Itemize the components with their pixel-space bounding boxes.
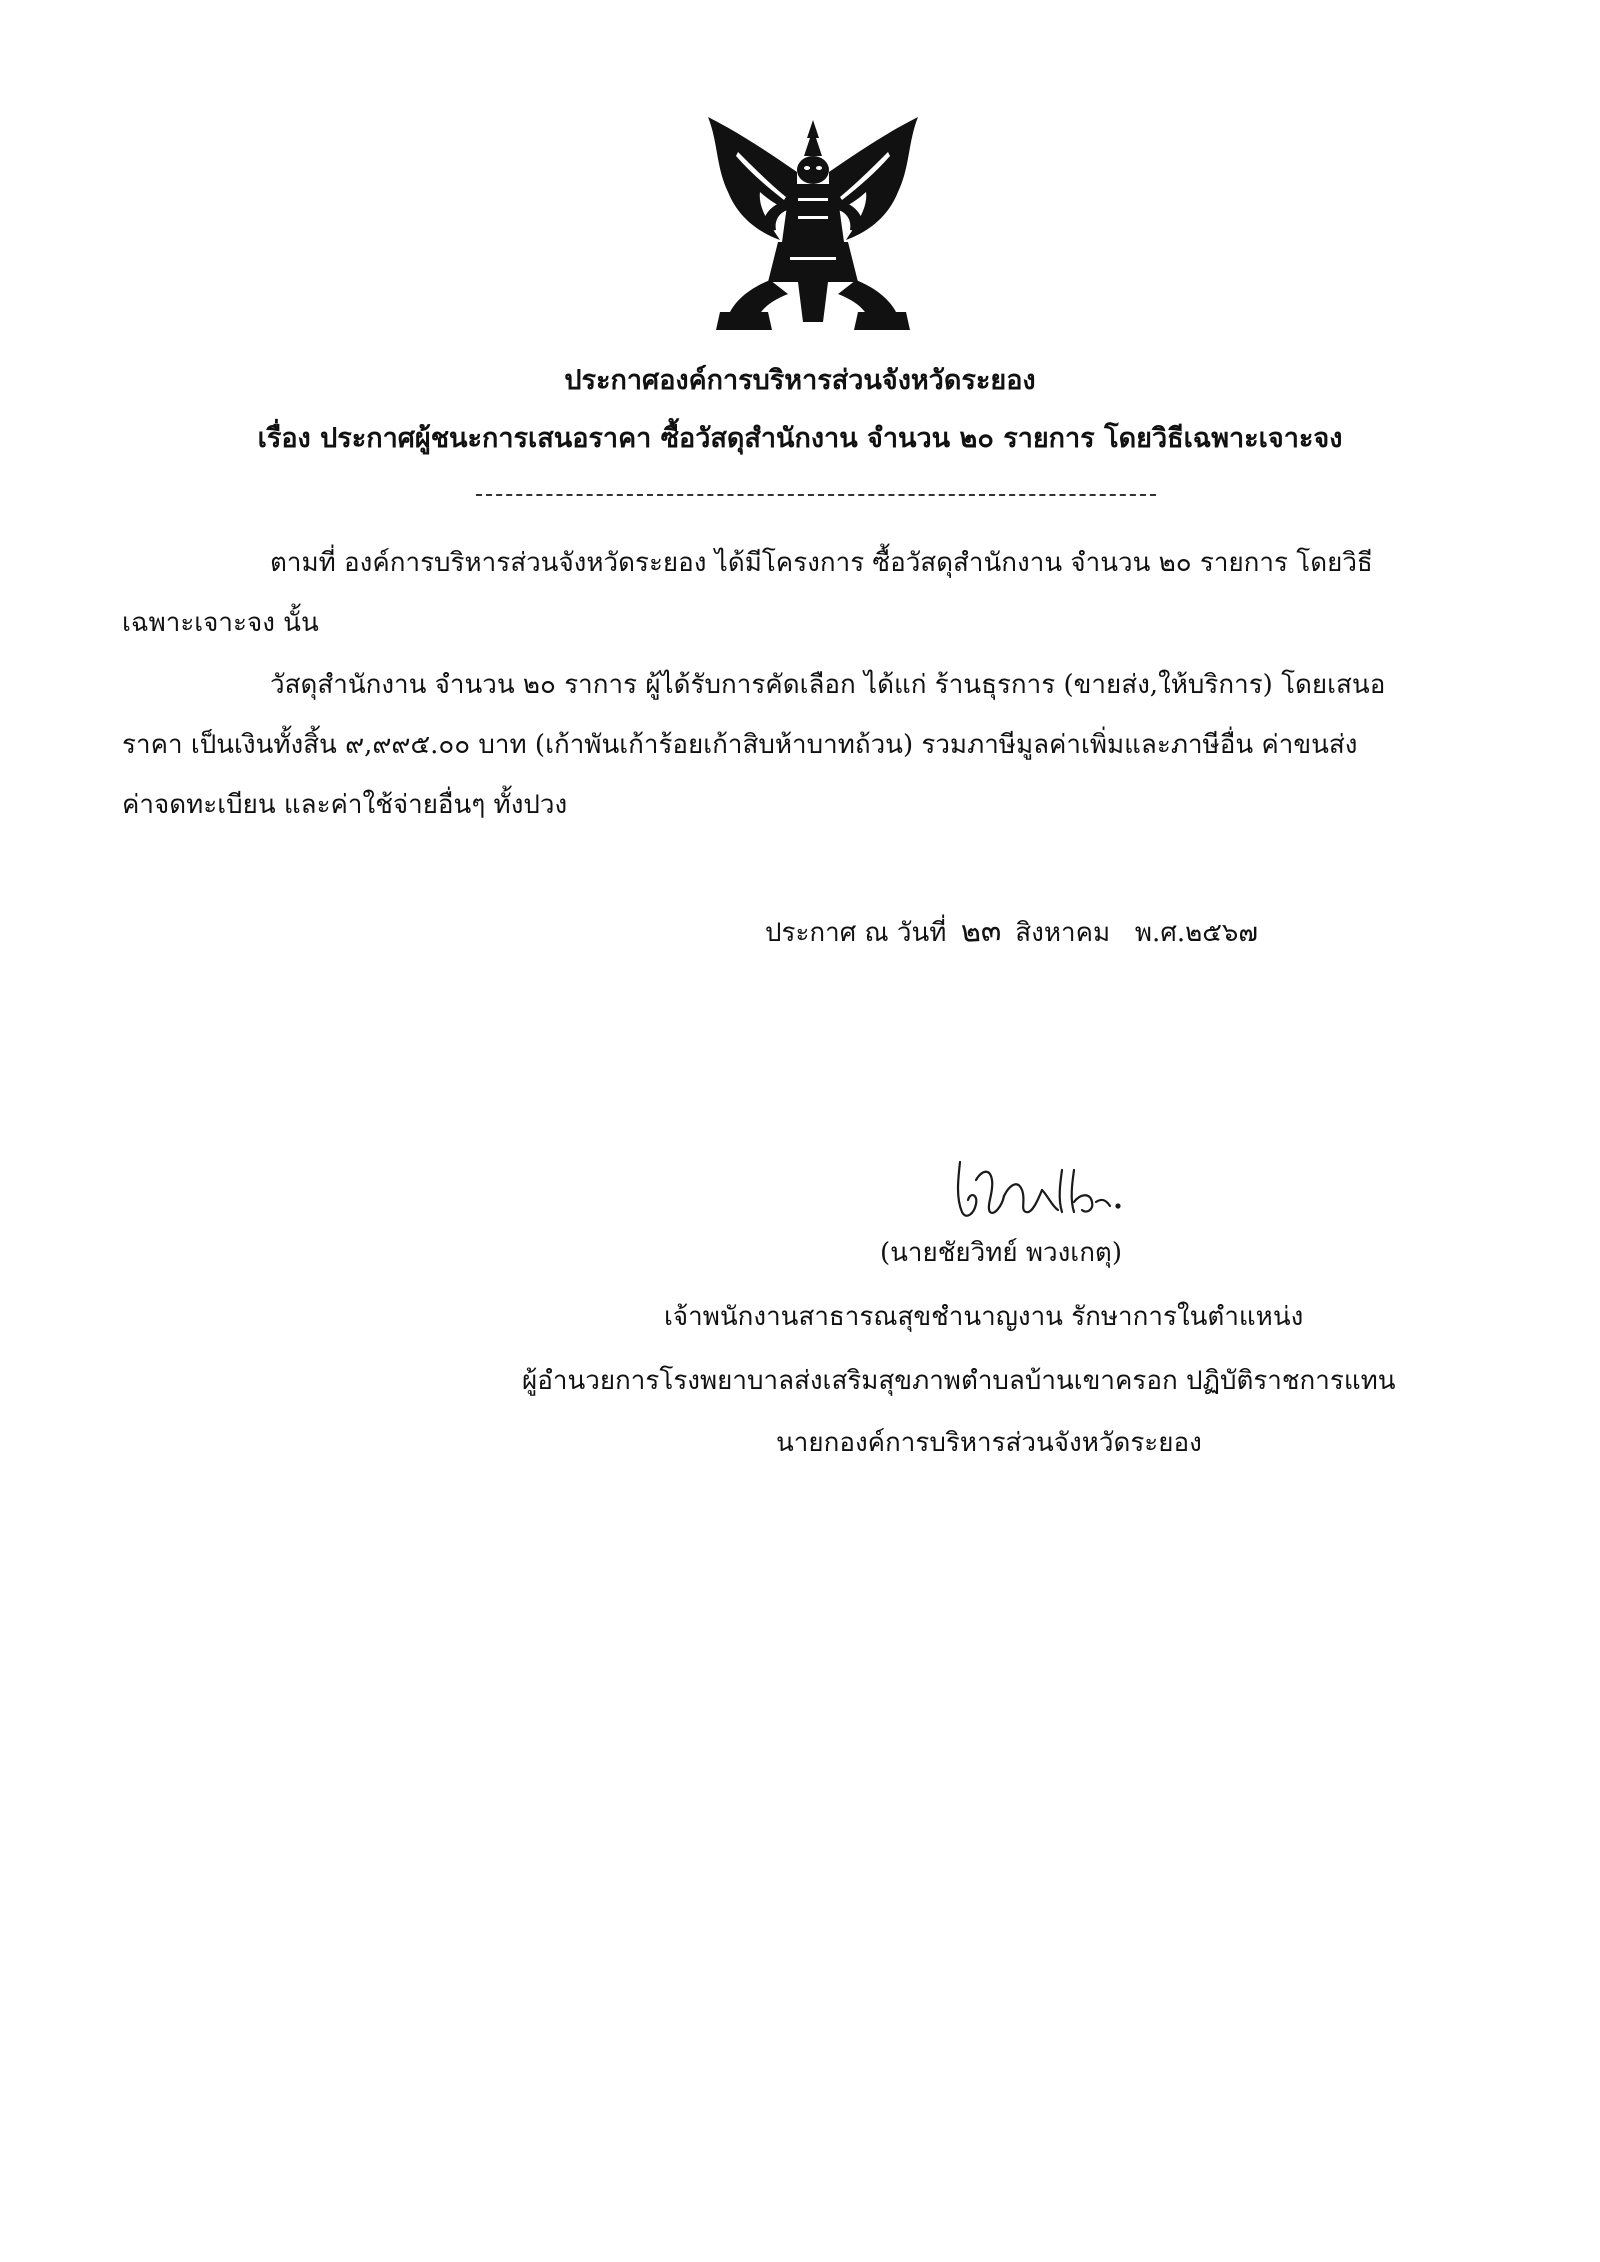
document-title: ประกาศองค์การบริหารส่วนจังหวัดระยอง <box>564 365 1036 396</box>
signatory-position-line-1: เจ้าพนักงานสาธารณสุขชำนาญงาน รักษาการในตำแหน่ง <box>664 1302 1304 1332</box>
signatory-name: (นายชัยวิทย์ พวงเกตุ) <box>880 1238 1122 1268</box>
announcement-date <box>765 908 1258 955</box>
signatory-position-line-3: นายกองค์การบริหารส่วนจังหวัดระยอง <box>776 1428 1202 1458</box>
date-month: สิงหาคม <box>1015 918 1111 948</box>
paragraph-1-line-2: เฉพาะเจาะจง นั้น <box>122 608 319 638</box>
handwritten-signature-icon <box>940 1140 1180 1230</box>
garuda-emblem-icon <box>698 112 928 337</box>
date-prefix: ประกาศ ณ วันที่ <box>765 918 947 948</box>
date-day-handwritten: ๒๓ <box>959 912 1002 951</box>
paragraph-2-line-2: ราคา เป็นเงินทั้งสิ้น ๙,๙๙๕.๐๐ บาท (เก้าพันเก้าร้อยเก้าสิบห้าบาทถ้วน) รวมภาษีมูลค่าเพิ่มและภาษีอื่น ค่าขนส่ง <box>122 730 1358 760</box>
paragraph-1-line-1: ตามที่ องค์การบริหารส่วนจังหวัดระยอง ได้มีโครงการ ซื้อวัสดุสำนักงาน จำนวน ๒๐ รายการ โดยวิธี <box>270 548 1373 578</box>
paragraph-2-line-1: วัสดุสำนักงาน จำนวน ๒๐ ราการ ผู้ได้รับการคัดเลือก ได้แก่ ร้านธุรการ (ขายส่ง,ให้บริการ) โดยเสนอ <box>270 670 1386 700</box>
signatory-position-line-2: ผู้อำนวยการโรงพยาบาลส่งเสริมสุขภาพตำบลบ้านเขาครอก ปฏิบัติราชการแทน <box>522 1366 1396 1396</box>
document-subject: เรื่อง ประกาศผู้ชนะการเสนอราคา ซื้อวัสดุสำนักงาน จำนวน ๒๐ รายการ โดยวิธีเฉพาะเจาะจง <box>257 423 1343 454</box>
paragraph-2-line-3: ค่าจดทะเบียน และค่าใช้จ่ายอื่นๆ ทั้งปวง <box>122 790 568 820</box>
title-separator <box>476 494 1156 496</box>
date-year: พ.ศ.๒๕๖๗ <box>1134 918 1258 948</box>
